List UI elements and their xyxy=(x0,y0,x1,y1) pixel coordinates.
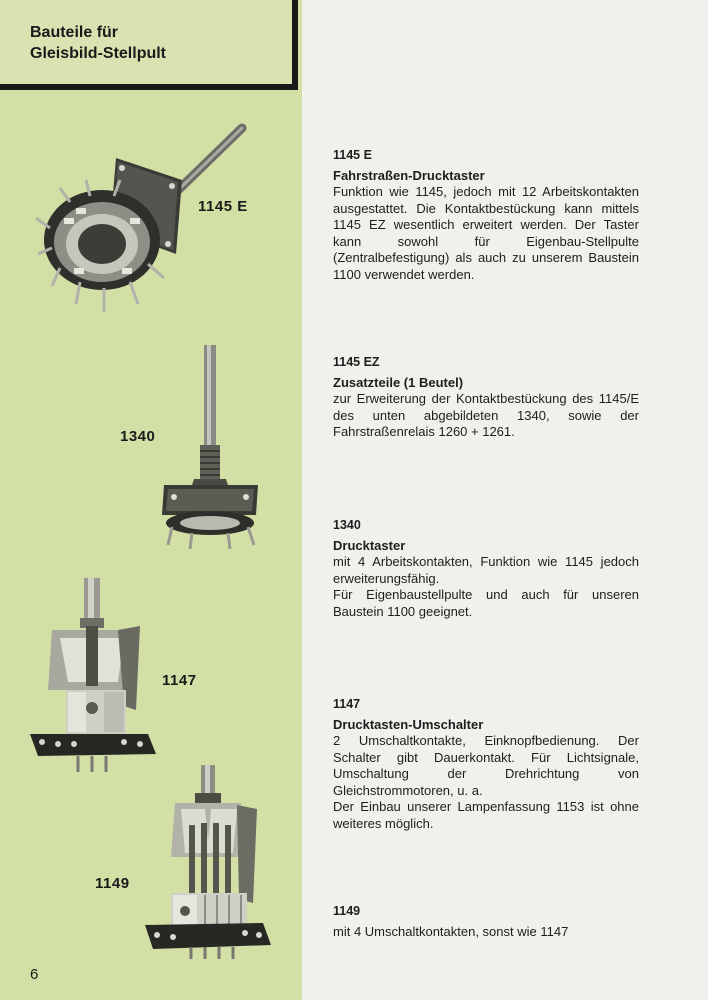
entry-code: 1145 EZ xyxy=(333,355,380,369)
photo-1145e xyxy=(30,118,250,318)
entry-description: mit 4 Arbeitskontakten, Funktion wie 1145 jedoch erweiterungsfähig. Für Eigenbaustellpulte und auch für unseren Baustein 1100 geeignet. xyxy=(333,554,639,619)
title-line-2: Gleisbild-Stellpult xyxy=(30,45,167,62)
entry-description: mit 4 Umschaltkontakten, sonst wie 1147 xyxy=(333,923,569,939)
entry-1145ez xyxy=(333,354,639,441)
entry-description: 2 Umschaltkontakte, Einknopfbedienung. Der Schalter gibt Dauerkontakt. Für Lichtsignale, Umschaltung der Drehrichtung von Gleichstrommotoren, u. a. Der Einbau unserer Lampenfassung 1153 ist ohne weiteres möglich. xyxy=(333,733,639,831)
photo-1147 xyxy=(28,578,158,774)
entry-code: 1340 xyxy=(333,518,361,532)
caption-1147: 1147 xyxy=(162,672,197,689)
photo-1340 xyxy=(158,345,270,550)
page-number: 6 xyxy=(30,966,39,983)
entry-code: 1147 xyxy=(333,697,361,711)
entry-name: Drucktaster xyxy=(333,537,406,553)
entry-description: zur Erweiterung der Kontaktbestückung des 1145/E des unten abgebildeten 1340, sowie der Fahrstraßenrelais 1260 + 1261. xyxy=(333,391,639,439)
entry-name: Zusatzteile (1 Beutel) xyxy=(333,374,464,390)
photo-1149 xyxy=(145,765,273,960)
entry-1149 xyxy=(333,903,639,940)
entry-name: Drucktasten-Umschalter xyxy=(333,716,484,732)
entry-1340 xyxy=(333,517,639,620)
entry-1147 xyxy=(333,696,639,832)
caption-1340: 1340 xyxy=(120,428,156,445)
caption-1145e: 1145 E xyxy=(198,198,248,215)
page-title xyxy=(30,22,166,64)
caption-1149: 1149 xyxy=(95,875,130,892)
left-panel xyxy=(0,0,302,1000)
entry-code: 1149 xyxy=(333,904,361,918)
header-box xyxy=(0,0,298,90)
entry-code: 1145 E xyxy=(333,148,372,162)
entry-name: Fahrstraßen-Drucktaster xyxy=(333,167,485,183)
title-line-1: Bauteile für xyxy=(30,24,119,41)
entry-1145e xyxy=(333,147,639,283)
entry-description: Funktion wie 1145, jedoch mit 12 Arbeitskontakten ausgestattet. Die Kontaktbestückung kann mittels 1145 EZ wesentlich erweitert werden. Der Taster kann sowohl für Eigenbau-Stellpulte (Zentralbefestigung) als auch zu unserem Baustein 1100 verwendet werden. xyxy=(333,184,639,282)
